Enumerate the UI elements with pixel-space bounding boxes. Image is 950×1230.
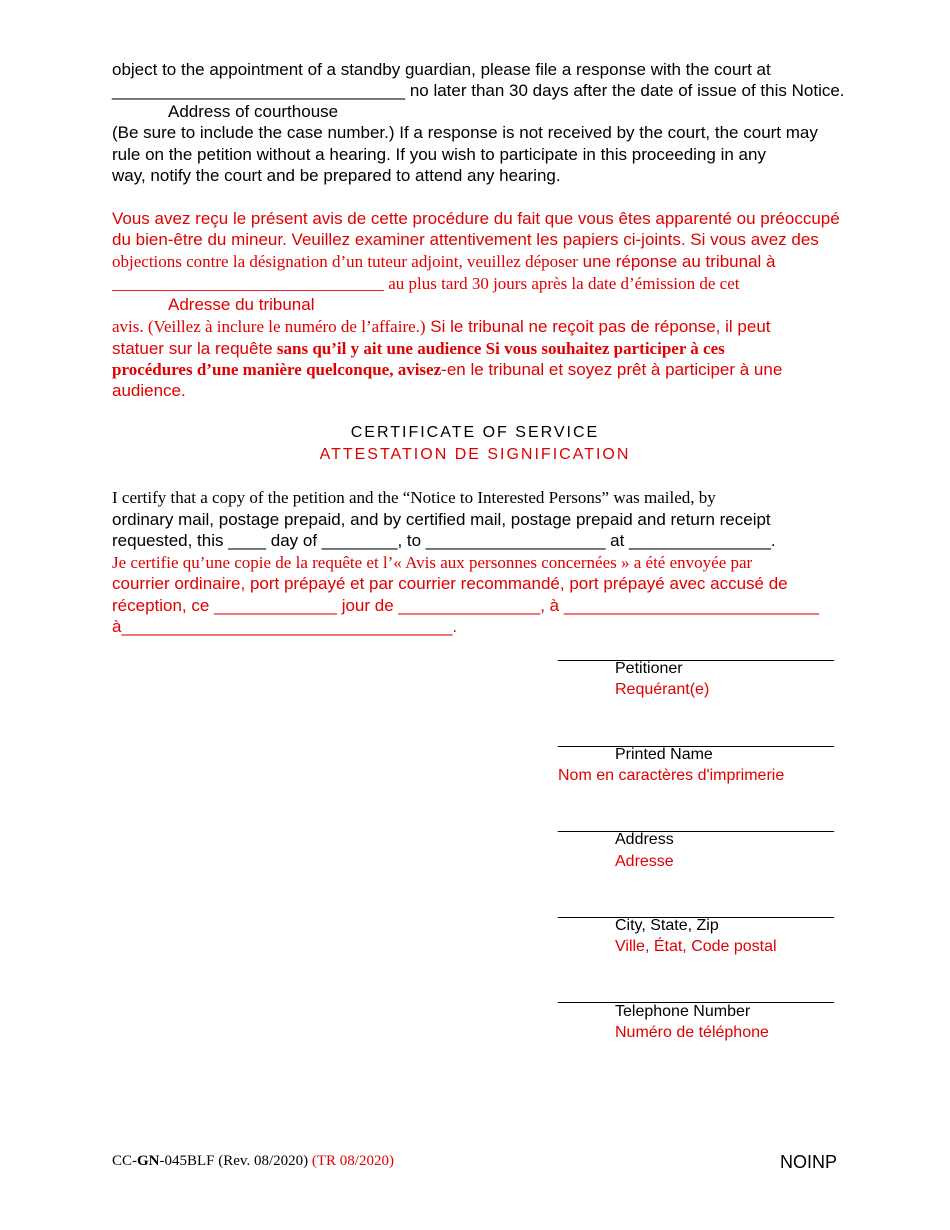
certificate-fr-line-3: réception, ce _____________ jour de _______________, à ___________________________ [112,596,820,615]
city-state-zip-label-fr: Ville, État, Code postal [615,938,777,955]
certificate-en-line-1 [112,488,716,508]
city-state-zip-line: _______________________________ [558,902,834,919]
certificate-fr-line-4: à___________________________________. [112,617,458,636]
notice-fr-line-7a: statuer sur la requête [112,339,273,358]
address-line: _______________________________ [558,816,834,833]
certificate-fr-line-1: Je certifie qu’une copie de la requête et l’« Avis aux personnes concernées » a été envoyée par [112,553,753,572]
telephone-label-fr: Numéro de téléphone [615,1024,769,1041]
printed-name-line: _______________________________ [558,731,834,748]
translation-revision: (TR 08/2020) [311,1153,394,1169]
courthouse-address-blank: _______________________________ [112,81,406,100]
notice-fr-line-1: Vous avez reçu le présent avis de cette procédure du fait que vous êtes apparenté ou préoccupé [112,209,840,228]
notice-en-deadline: no later than 30 days after the date of issue of this Notice. [405,81,845,100]
certificate-title-en: CERTIFICATE OF SERVICE [350,424,600,441]
certificate-title-fr: ATTESTATION DE SIGNIFICATION [319,446,631,463]
petitioner-signature-line: _______________________________ [558,645,834,662]
notice-fr-deadline: au plus tard 30 jours après la date d’émission de cet [384,274,740,293]
notice-fr-line-9: audience. [112,381,186,400]
certificate-fr-line-2: courrier ordinaire, port prépayé et par courrier recommandé, port prépayé avec accusé de [112,574,788,593]
tribunal-address-label: Adresse du tribunal [168,295,315,314]
telephone-label: Telephone Number [615,1003,751,1020]
notice-fr-line-6b: Si le tribunal ne reçoit pas de réponse, il peut [425,317,771,336]
notice-fr-line-6a: avis. (Veillez à inclure le numéro de l’affaire.) [112,317,426,336]
notice-en-line-4: (Be sure to include the case number.) If a response is not received by the court, the court may [112,123,818,142]
form-number-suffix: -045BLF (Rev. 08/2020) [159,1153,309,1169]
printed-name-label: Printed Name [615,746,713,763]
certificate-en-line-2: ordinary mail, postage prepaid, and by certified mail, postage prepaid and return receipt [112,510,771,529]
address-label-fr: Adresse [615,853,674,870]
notice-fr-line-6 [112,317,771,337]
notice-fr-line-4 [112,274,739,294]
form-number-prefix: CC- [112,1153,138,1169]
notice-en-line-6: way, notify the court and be prepared to attend any hearing. [112,166,561,185]
notice-fr-line-3a: objections contre la désignation d’un tuteur adjoint, veuillez déposer [112,252,578,271]
form-code: NOINP [780,1152,838,1172]
printed-name-label-fr: Nom en caractères d'imprimerie [558,767,785,784]
notice-fr-line-7b: sans qu’il y ait une audience Si vous souhaitez participer à ces [272,339,725,358]
tribunal-address-blank: ________________________________ [112,274,384,293]
certificate-en-line-3: requested, this ____ day of ________, to ___________________ at _______________. [112,531,776,550]
courthouse-address-label: Address of courthouse [168,102,339,121]
notice-fr-line-2: du bien-être du mineur. Veuillez examiner attentivement les papiers ci-joints. Si vous avez des [112,230,819,249]
certificate-en-line-1-text: I certify that a copy of the petition and the “Notice to Interested Persons” was mailed, by [112,488,716,507]
notice-en-line-5: rule on the petition without a hearing. If you wish to participate in this proceeding in any [112,145,766,164]
telephone-line: _______________________________ [558,987,834,1004]
notice-en-line-1: object to the appointment of a standby guardian, please file a response with the court at [112,60,771,79]
notice-fr-line-8a: procédures d’une manière quelconque, avisez [112,360,442,379]
notice-fr-line-7 [112,339,725,359]
notice-fr-line-8 [112,360,782,380]
notice-en-line-2 [112,81,845,101]
address-label: Address [615,831,674,848]
city-state-zip-label: City, State, Zip [615,917,719,934]
notice-fr-line-3b: une réponse au tribunal à [577,252,776,271]
notice-fr-line-8b: -en le tribunal et soyez prêt à participer à une [441,360,783,379]
form-number-bold: GN [137,1153,160,1169]
form-number [112,1153,394,1170]
petitioner-label: Petitioner [615,660,683,677]
notice-fr-line-3 [112,252,776,272]
petitioner-label-fr: Requérant(e) [615,681,710,698]
